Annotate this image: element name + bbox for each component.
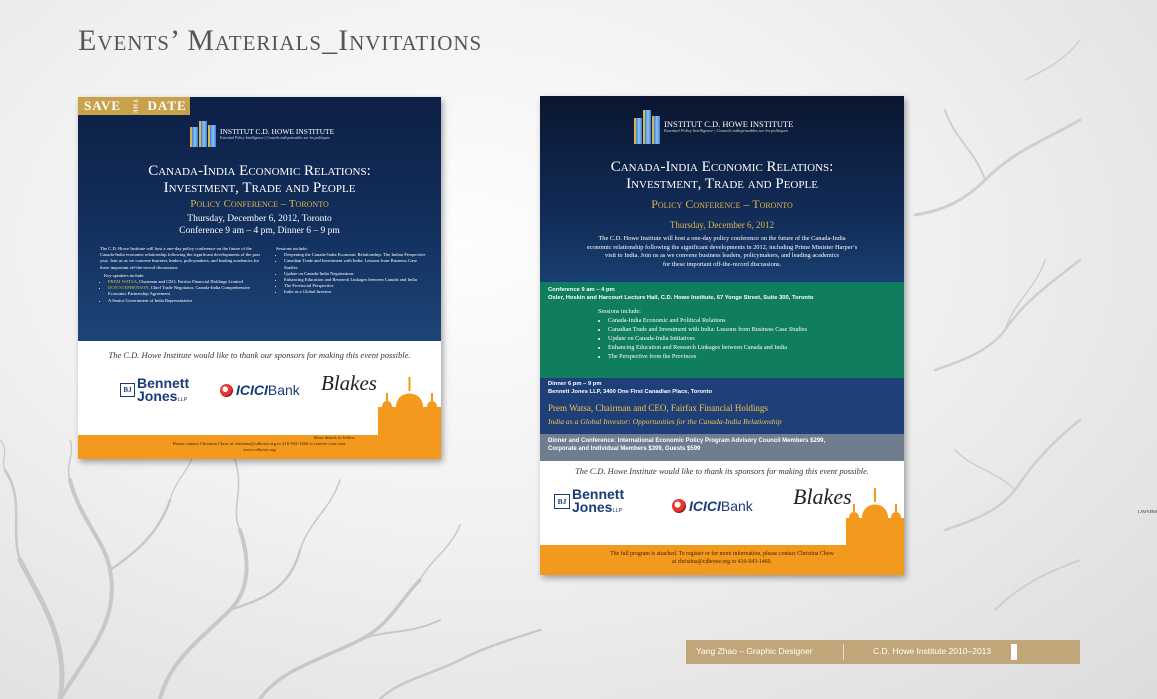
flyer-intro-column: The C.D. Howe Institute will host a one-day policy conference on the future of the Canada-India economic relationship following the significant developments of the past year. Join us as we convene business leaders, policymakers, and leading academics for these important off-the-record discussions. Key speakers include: • PREM WATSA, Chairman and CEO, Fairfax Financial Holdings Limited • DON STEPHENSON, Chief Trade Negotiator, Canada-India Comprehensive Economic Partnership Agreement • A Senior Government of India Representative — [100, 246, 260, 304]
flyer-subtitle: Policy Conference – Toronto — [651, 197, 793, 211]
list-item: • A Senior Government of India Representative — [108, 298, 260, 304]
flyer-footer-text: More details to follow. Please contact Christina Chow at christina@cdhowe.org or 416-943-1460 to reserve your seat. www.cdhowe.org — [172, 435, 356, 453]
list-item: • DON STEPHENSON, Chief Trade Negotiator, Canada-India Comprehensive Economic Partnership Agreement — [108, 285, 260, 297]
icici-swirl-icon — [220, 384, 233, 397]
flyer-date: Thursday, December 6, 2012 — [669, 220, 775, 230]
list-item: • Canadian Trade and Investment with India: Lessons from Business Case Studies — [284, 258, 426, 270]
bennett-jones-logo: BJ Bennett JonesLLP — [120, 377, 189, 404]
portfolio-footer-bar — [686, 640, 1080, 664]
sponsor-thanks: The C.D. Howe Institute would like to thank our sponsors for making this event possible. — [108, 350, 411, 360]
flyer-footer-text: The full program is attached. To register or for more information, please contact Christina Chow at christina@cdhowe.org or 416-943-1460. — [610, 551, 834, 565]
page-marker — [1011, 644, 1017, 660]
tree-branches-right — [905, 0, 1080, 640]
blakes-logo: Blakes LAWYERS — [793, 484, 1157, 514]
blakes-logo: Blakes — [321, 371, 377, 395]
list-item: • PREM WATSA, Chairman and CEO, Fairfax Financial Holdings Limited — [108, 279, 260, 285]
dinner-talk-title: India as a Global Investor: Opportunities for the Canada-India Relationship — [548, 417, 782, 426]
speaker-list — [100, 279, 260, 304]
save-the-date-banner: SAVE THE DATE — [78, 97, 190, 115]
list-item: • India as a Global Investor — [284, 289, 426, 295]
list-item: • Update on Canada-India Initiatives — [608, 335, 807, 344]
page-title: Events’ Materials_Invitations — [78, 24, 483, 57]
cd-howe-logo: INSTITUT C.D. HOWE INSTITUTE Essential Policy Intelligence | Conseils indispensables sur les politiques — [634, 110, 793, 144]
list-item: • Update on Canada-India Negotiations — [284, 271, 426, 277]
flyer-date: Thursday, December 6, 2012, Toronto Conference 9 am – 4 pm, Dinner 6 – 9 pm — [179, 214, 340, 236]
designer-credit: Yang Zhao – Graphic Designer — [696, 646, 813, 656]
dinner-speaker: Prem Watsa, Chairman and CEO, Fairfax Financial Holdings — [548, 403, 768, 413]
footer-divider — [843, 644, 844, 660]
icici-bank-logo: ICICI Bank — [672, 498, 753, 514]
icici-bank-logo: ICICI Bank — [220, 382, 300, 398]
sponsor-thanks: The C.D. Howe Institute would like to thank its sponsors for making this event possible. — [575, 467, 869, 476]
icici-swirl-icon — [672, 499, 686, 513]
palace-silhouette — [846, 468, 904, 547]
organization-credit: C.D. Howe Institute 2010–2013 — [873, 646, 992, 656]
list-item: • Canada-India Economic and Political Relations — [608, 317, 807, 326]
list-item: • Enhancing Education and Research Linkages between Canada and India — [608, 344, 807, 353]
flyer-intro: The C.D. Howe Institute will host a one-day policy conference on the future of the Canada-India economic relationship following the significant developments in 2012, including Prime Minister Harper’s visit to India. Join us as we convene business leaders, policymakers, and leading academics for these important off-the-record discussions. — [586, 235, 858, 268]
conference-details: Conference 9 am – 4 pm Osler, Hoskin and Harcourt Lecture Hall, C.D. Howe Institute, 67 Yonge Street, Suite 300, Toronto — [548, 287, 814, 301]
tree-branches-bottom-left — [0, 440, 560, 699]
dinner-details: Dinner 6 pm – 9 pm Bennett Jones LLP, 3400 One First Canadian Place, Toronto — [548, 381, 713, 395]
flyer-title: Canada-India Economic Relations: Investment, Trade and People — [610, 159, 834, 192]
list-item: • The Perspective from the Provinces — [608, 353, 807, 362]
bennett-jones-logo: BJ Bennett JonesLLP — [554, 488, 624, 515]
list-item: • Deepening the Canada-India Economic Relationship: The Indian Perspective — [284, 252, 426, 258]
session-list — [276, 252, 426, 295]
session-list — [598, 317, 807, 362]
invitation-flyer — [540, 96, 1157, 575]
flyer-subtitle: Policy Conference – Toronto — [190, 198, 329, 210]
save-the-date-flyer — [78, 97, 441, 459]
palace-silhouette — [378, 359, 441, 435]
flyer-sessions-column: Sessions include: • Deepening the Canada-India Economic Relationship: The Indian Perspective • Canadian Trade and Investment with India: Lessons from Business Case Studies • Update on Canada-India Negotiations • Enhancing Education and Research Linkages between Canada and India • The Provincial Perspective • India as a Global Investor — [276, 246, 426, 296]
list-item: • Canadian Trade and Investment with India: Lessons from Business Case Studies — [608, 326, 807, 335]
list-item: • The Provincial Perspective — [284, 283, 426, 289]
sessions-block: Sessions include: • Canada-India Economic and Political Relations • Canadian Trade and Investment with India: Lessons from Business Case Studies • Update on Canada-India Initiatives • Enhancing Education and Research Linkages between Canada and India • The Perspective from the Provinces — [598, 308, 807, 362]
logo-bars-icon — [190, 121, 216, 147]
pricing-details: Dinner and Conference: International Economic Policy Program Advisory Council Members $299, Corporate and Individual Members $399, Guests $599 — [548, 438, 826, 453]
list-item: • Enhancing Education and Research Linkages between Canada and India — [284, 277, 426, 283]
cd-howe-logo: INSTITUT C.D. HOWE INSTITUTE Essential Policy Intelligence | Conseils indispensables sur les politiques — [190, 121, 334, 147]
flyer-title: Canada-India Economic Relations: Investment, Trade and People — [148, 163, 371, 196]
logo-bars-icon — [634, 110, 660, 144]
